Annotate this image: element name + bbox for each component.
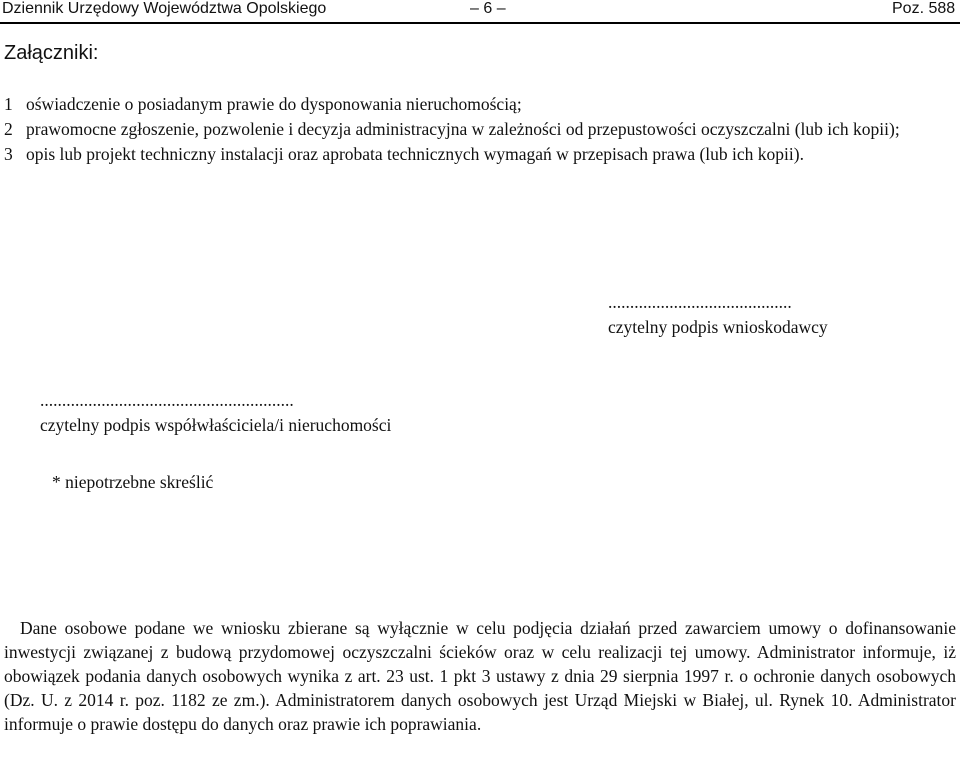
- list-item: [4, 142, 956, 167]
- footnote: * niepotrzebne skreślić: [52, 472, 214, 492]
- coowner-signature-line: ..........................................................: [40, 390, 294, 410]
- page-header: [0, 0, 960, 22]
- position-number: Poz. 588: [892, 0, 956, 17]
- attachments-heading: Załączniki:: [4, 42, 99, 64]
- list-item-number: 3: [4, 144, 13, 164]
- data-protection-notice: Dane osobowe podane we wniosku zbierane są wyłącznie w celu podjęcia działań przed zawarciem umowy o dofinansowanie inwestycji związanej z budową przydomowej oczyszczalni ścieków oraz w celu realizacji tej umowy. Administrator informuje, iż obowiązek podania danych osobowych wynika z art. 23 ust. 1 pkt 3 ustawy z dnia 29 sierpnia 1997 r. o ochronie danych osobowych (Dz. U. z 2014 r. poz. 1182 ze zm.). Administratorem danych osobowych jest Urząd Miejski w Białej, ul. Rynek 10. Administrator informuje o prawie dostępu do danych oraz prawie ich poprawiania.: [4, 618, 956, 734]
- applicant-signature-block: [608, 290, 898, 340]
- coowner-signature-label: czytelny podpis współwłaściciela/i nieruchomości: [40, 415, 392, 435]
- list-item-text: oświadczenie o posiadanym prawie do dysponowania nieruchomością;: [26, 94, 522, 114]
- applicant-signature-label: czytelny podpis wnioskodawcy: [608, 317, 828, 337]
- header-divider: [0, 22, 960, 24]
- list-item-text: prawomocne zgłoszenie, pozwolenie i decyzja administracyjna w zależności od przepustowości oczyszczalni (lub ich kopii);: [26, 119, 900, 139]
- list-item-number: 1: [4, 94, 13, 114]
- journal-title: Dziennik Urzędowy Województwa Opolskiego: [2, 0, 327, 17]
- attachments-list: [4, 92, 956, 167]
- coowner-signature-block: [40, 388, 510, 438]
- list-item-text: opis lub projekt techniczny instalacji oraz aprobata technicznych wymagań w przepisach prawa (lub ich kopii).: [26, 144, 804, 164]
- list-item-number: 2: [4, 119, 13, 139]
- list-item: [4, 117, 956, 142]
- page-number: – 6 –: [470, 0, 506, 17]
- list-item: [4, 92, 956, 117]
- applicant-signature-line: ..........................................: [608, 292, 792, 312]
